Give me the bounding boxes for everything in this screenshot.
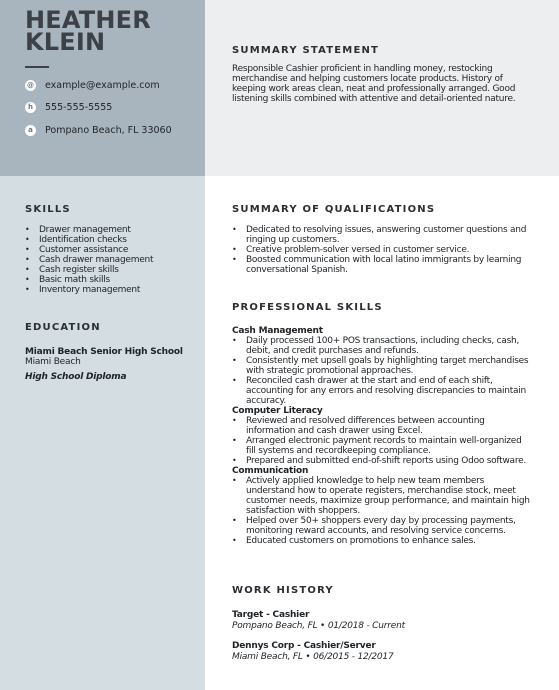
skill-group-list <box>232 336 532 406</box>
qualifications-list <box>232 225 532 275</box>
address-icon: a <box>25 125 36 136</box>
email-icon: @ <box>27 81 34 89</box>
candidate-name <box>25 6 151 56</box>
summary-heading: SUMMARY STATEMENT <box>232 45 380 56</box>
education-school: Miami Beach Senior High School <box>25 347 183 357</box>
address-text: Pompano Beach, FL 33060 <box>45 125 172 136</box>
skill-group-title: Communication <box>232 466 309 476</box>
job-meta: Miami Beach, FL • 06/2015 - 12/2017 <box>232 652 394 662</box>
skills-list <box>25 225 200 295</box>
list-item: • Reviewed and resolved differences between accounting information and cash drawer using Excel. <box>232 416 532 436</box>
list-item: • Arranged electronic payment records to maintain well-organized fill systems and recordkeeping compliance. <box>232 436 532 456</box>
summary-text: Responsible Cashier proficient in handling money, restocking merchandise and helping customers locate products. History of keeping work areas clean, neat and professionally arranged. Good listening skills combined with attentive and detail-oriented nature. <box>232 64 516 104</box>
skill-group-title: Cash Management <box>232 326 323 336</box>
list-item: • Cash drawer management <box>25 255 200 265</box>
contact-address <box>25 125 172 136</box>
list-item: • Helped over 50+ shoppers every day by processing payments, monitoring reward accounts, and resolving service concerns. <box>232 516 532 536</box>
professional-skills-heading: PROFESSIONAL SKILLS <box>232 302 383 313</box>
job-title: Dennys Corp - Cashier/Server <box>232 641 376 651</box>
list-item: • Boosted communication with local latino immigrants by learning conversational Spanish. <box>232 255 532 275</box>
job-title: Target - Cashier <box>232 610 310 620</box>
skill-group-list <box>232 416 532 466</box>
list-item: • Consistently met upsell goals by highlighting target merchandises with strategic promotional approaches. <box>232 356 532 376</box>
list-item: • Dedicated to resolving issues, answering customer questions and ringing up customers. <box>232 225 532 245</box>
list-item: • Identification checks <box>25 235 200 245</box>
list-item: • Basic math skills <box>25 275 200 285</box>
qualifications-heading: SUMMARY OF QUALIFICATIONS <box>232 204 436 215</box>
list-item: • Prepared and submitted end-of-shift reports using Odoo software. <box>232 456 532 466</box>
contact-email[interactable] <box>25 80 160 91</box>
contact-phone[interactable] <box>25 102 112 113</box>
skill-group-list <box>232 476 532 546</box>
list-item: • Inventory management <box>25 285 200 295</box>
professional-skills-block <box>232 326 532 546</box>
list-item: • Cash register skills <box>25 265 200 275</box>
skills-heading: SKILLS <box>25 204 71 215</box>
list-item: • Actively applied knowledge to help new team members understand how to operate registers, merchandise stock, meet customer needs, maximize group performance, and maintain high satisfaction with shoppers. <box>232 476 532 516</box>
email-text: example@example.com <box>45 80 160 91</box>
list-item: • Daily processed 100+ POS transactions, including checks, cash, debit, and credit purchases and refunds. <box>232 336 532 356</box>
job-meta: Pompano Beach, FL • 01/2018 - Current <box>232 621 405 631</box>
last-name: KLEIN <box>25 28 106 56</box>
list-item: • Drawer management <box>25 225 200 235</box>
phone-icon: h <box>25 102 36 113</box>
education-heading: EDUCATION <box>25 322 101 333</box>
list-item: • Reconciled cash drawer at the start and end of each shift, accounting for any errors and resolving discrepancies to maintain accuracy. <box>232 376 532 406</box>
education-degree: High School Diploma <box>25 372 127 382</box>
list-item: • Creative problem-solver versed in customer service. <box>232 245 532 255</box>
work-history-heading: WORK HISTORY <box>232 585 334 596</box>
education-city: Miami Beach <box>25 357 81 367</box>
skill-group-title: Computer Literacy <box>232 406 323 416</box>
name-divider <box>25 66 49 68</box>
phone-text: 555-555-5555 <box>45 102 113 113</box>
list-item: • Educated customers on promotions to enhance sales. <box>232 536 532 546</box>
list-item: • Customer assistance <box>25 245 200 255</box>
first-name: HEATHER <box>25 6 151 34</box>
